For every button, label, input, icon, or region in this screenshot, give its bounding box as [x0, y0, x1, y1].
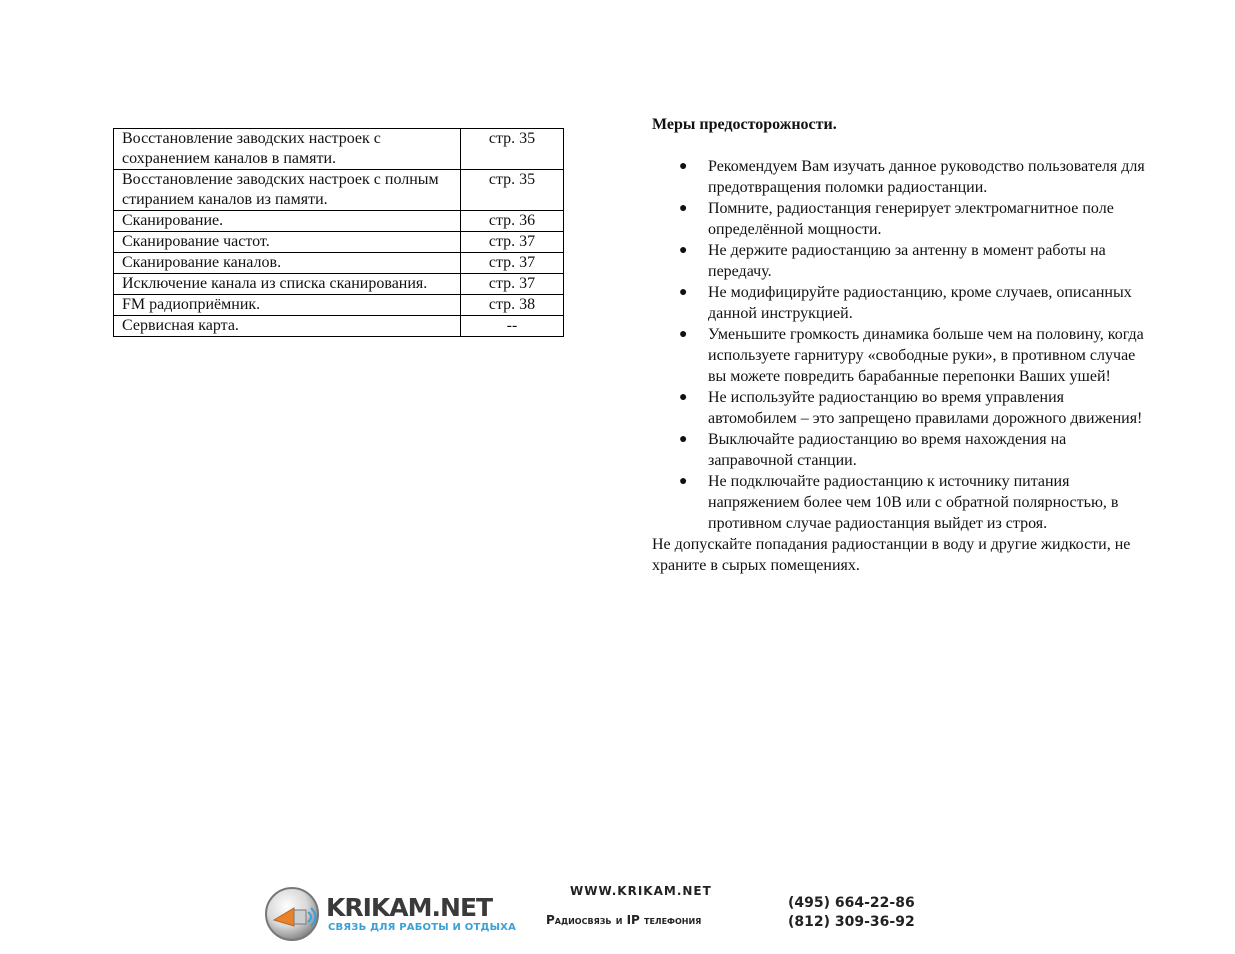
table-row	[114, 253, 564, 274]
toc-title: Сканирование частот.	[114, 232, 461, 253]
phone-moscow: (495) 664-22-86	[788, 895, 915, 911]
megaphone-icon	[264, 886, 320, 942]
brand-tagline: СВЯЗЬ ДЛЯ РАБОТЫ И ОТДЫХА	[328, 922, 517, 933]
list-item-text: Выключайте радиостанцию во время нахождения на заправочной станции.	[708, 431, 1067, 469]
bullet-icon: ●	[679, 159, 688, 174]
bullet-icon: ●	[679, 201, 688, 216]
list-item-text: Помните, радиостанция генерирует электромагнитное поле определённой мощности.	[708, 200, 1114, 238]
toc-page: --	[461, 316, 564, 337]
list-item-text: Не используйте радиостанцию во время управления автомобилем – это запрещено правилами дорожного движения!	[708, 389, 1143, 427]
footer-banner	[262, 880, 922, 944]
bullet-icon: ●	[679, 243, 688, 258]
list-item	[652, 156, 1152, 198]
toc-page: стр. 37	[461, 253, 564, 274]
table-row	[114, 316, 564, 337]
bullet-icon: ●	[679, 474, 688, 489]
bullet-icon: ●	[679, 327, 688, 342]
list-item-text: Не держите радиостанцию за антенну в момент работы на передачу.	[708, 242, 1106, 280]
toc-title: Сканирование каналов.	[114, 253, 461, 274]
list-item	[652, 240, 1152, 282]
closing-paragraph: Не допускайте попадания радиостанции в воду и другие жидкости, не храните в сырых помещениях.	[652, 536, 1131, 574]
toc-page: стр. 35	[461, 129, 564, 170]
list-item-text: Не подключайте радиостанцию к источнику питания напряжением более чем 10В или с обратной полярностью, в противном случае радиостанция выйдет из строя.	[708, 473, 1119, 532]
toc-page: стр. 38	[461, 295, 564, 316]
table-row	[114, 232, 564, 253]
list-item	[652, 198, 1152, 240]
list-item	[652, 324, 1152, 387]
precautions-section	[652, 114, 1152, 576]
toc-page: стр. 37	[461, 274, 564, 295]
toc-page: стр. 36	[461, 211, 564, 232]
bullet-icon: ●	[679, 432, 688, 447]
toc-table	[113, 128, 564, 337]
list-item	[652, 471, 1152, 534]
toc-title: Восстановление заводских настроек с полным стиранием каналов из памяти.	[114, 170, 461, 211]
brand-name: KRIKAM.NET	[326, 893, 493, 922]
list-item	[652, 429, 1152, 471]
list-item-text: Не модифицируйте радиостанцию, кроме случаев, описанных данной инструкцией.	[708, 284, 1132, 322]
phone-block	[788, 894, 915, 932]
table-row	[114, 129, 564, 170]
list-item-text: Уменьшите громкость динамика больше чем на половину, когда используете гарнитуру «свободные руки», в противном случае вы можете повредить барабанные перепонки Ваших ушей!	[708, 326, 1144, 385]
site-description: Радиосвязь и IP телефония	[546, 913, 702, 927]
table-row	[114, 274, 564, 295]
bullet-icon: ●	[679, 285, 688, 300]
table-row	[114, 170, 564, 211]
toc-title: Восстановление заводских настроек с сохранением каналов в памяти.	[114, 129, 461, 170]
toc-title: Сервисная карта.	[114, 316, 461, 337]
list-item	[652, 387, 1152, 429]
precautions-list	[652, 156, 1152, 534]
bullet-icon: ●	[679, 390, 688, 405]
toc-page: стр. 35	[461, 170, 564, 211]
toc-page: стр. 37	[461, 232, 564, 253]
phone-spb: (812) 309-36-92	[788, 914, 915, 930]
site-url: WWW.KRIKAM.NET	[570, 884, 712, 898]
list-item	[652, 282, 1152, 324]
toc-title: Сканирование.	[114, 211, 461, 232]
toc-title: Исключение канала из списка сканирования.	[114, 274, 461, 295]
table-row	[114, 295, 564, 316]
toc-title: FM радиоприёмник.	[114, 295, 461, 316]
list-item-text: Рекомендуем Вам изучать данное руководство пользователя для предотвращения поломки радиостанции.	[708, 158, 1145, 196]
precautions-heading: Меры предосторожности.	[652, 116, 837, 133]
table-row	[114, 211, 564, 232]
